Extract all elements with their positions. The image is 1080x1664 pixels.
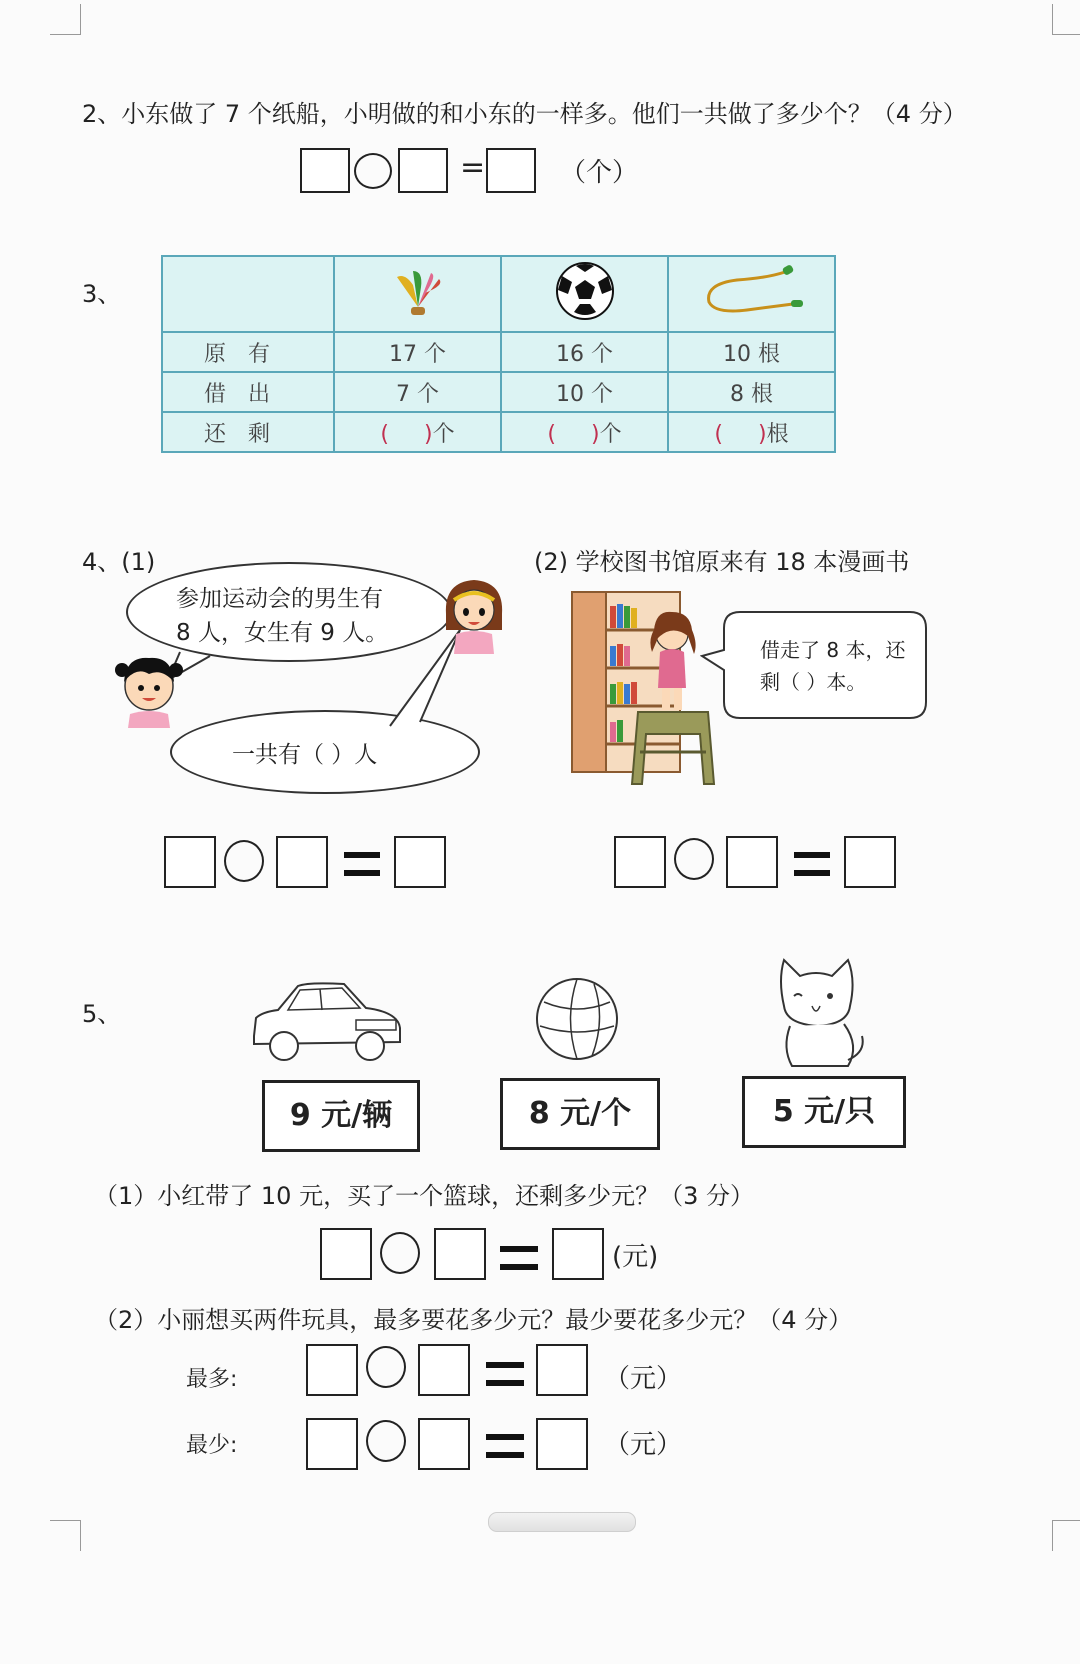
answer-box[interactable] [394, 836, 446, 888]
table-cell: 8 根 [668, 372, 835, 412]
yuan-unit: (元) [612, 1242, 659, 1272]
table-cell: 16 个 [501, 332, 668, 372]
q2-unit: （个） [560, 158, 639, 188]
q2-text: 2、小东做了 7 个纸船，小明做的和小东的一样多。他们一共做了多少个？（4 分） [82, 100, 967, 128]
equals-sign [794, 852, 830, 876]
corner-mark-br [1052, 1520, 1080, 1551]
answer-box[interactable] [306, 1344, 358, 1396]
bubble1-line1: 参加运动会的男生有 [176, 586, 383, 612]
answer-box[interactable] [536, 1418, 588, 1470]
answer-box[interactable] [418, 1418, 470, 1470]
price-car: 9 元/辆 [262, 1080, 420, 1152]
table-cell: 10 根 [668, 332, 835, 372]
q5-sub2: （2）小丽想买两件玩具，最多要花多少元？最少要花多少元？（4 分） [94, 1306, 853, 1334]
q3-number: 3、 [82, 280, 122, 308]
q4-part1-label: 4、(1) [82, 548, 156, 576]
q5-sub1: （1）小红带了 10 元，买了一个篮球，还剩多少元？（3 分） [94, 1182, 754, 1210]
cell-unit: 个 [599, 421, 622, 447]
equals-sign [500, 1246, 538, 1270]
operator-circle[interactable] [380, 1232, 420, 1274]
answer-cell[interactable] [501, 412, 668, 452]
bubble3-line1: 借走了 8 本，还 [760, 638, 906, 662]
girl-character-icon [440, 574, 508, 654]
jump-rope-icon [697, 260, 807, 322]
boy-character-icon [112, 650, 186, 728]
answer-box[interactable] [614, 836, 666, 888]
answer-box[interactable] [306, 1418, 358, 1470]
equals-sign [486, 1434, 524, 1458]
equals-sign [486, 1362, 524, 1386]
corner-mark-tr [1052, 4, 1080, 35]
blank-parens: ( ) [380, 421, 433, 447]
soccer-ball-cell [501, 256, 668, 332]
ball-icon [534, 976, 620, 1062]
least-label: 最少: [186, 1433, 238, 1458]
operator-circle[interactable] [366, 1420, 406, 1462]
table-cell: 7 个 [334, 372, 501, 412]
answer-box[interactable] [536, 1344, 588, 1396]
yuan-unit: （元） [604, 1430, 683, 1460]
most-label: 最多: [186, 1367, 238, 1392]
answer-box[interactable] [418, 1344, 470, 1396]
table-cell: 10 个 [501, 372, 668, 412]
blank-parens: ( ) [714, 421, 767, 447]
row-label: 还剩 [162, 412, 334, 452]
bubble-tails [0, 0, 520, 800]
row-label: 原有 [162, 332, 334, 372]
bubble1-line2: 8 人，女生有 9 人。 [176, 620, 389, 646]
q5-number: 5、 [82, 1000, 122, 1028]
page-scroll-indicator[interactable] [488, 1512, 636, 1532]
row-label: 借出 [162, 372, 334, 412]
cell-unit: 个 [432, 421, 455, 447]
cat-icon [768, 956, 866, 1070]
price-cat: 5 元/只 [742, 1076, 906, 1148]
answer-box[interactable] [320, 1228, 372, 1280]
answer-box[interactable] [726, 836, 778, 888]
q4-part2-label: (2) 学校图书馆原来有 18 本漫画书 [534, 548, 910, 576]
answer-box[interactable] [844, 836, 896, 888]
answer-box[interactable] [276, 836, 328, 888]
bubble2-text: 一共有（ ）人 [232, 742, 378, 768]
operator-circle[interactable] [224, 840, 264, 882]
table-cell: 17 个 [334, 332, 501, 372]
equals-sign: = [460, 150, 486, 185]
jump-rope-cell [668, 256, 835, 332]
answer-box[interactable] [164, 836, 216, 888]
answer-box[interactable] [434, 1228, 486, 1280]
yuan-unit: （元） [604, 1364, 683, 1394]
equals-sign [344, 852, 380, 876]
corner-mark-bl [50, 1520, 81, 1551]
operator-circle[interactable] [674, 838, 714, 880]
operator-circle[interactable] [366, 1346, 406, 1388]
toy-car-icon [248, 980, 406, 1066]
answer-box[interactable] [552, 1228, 604, 1280]
blank-parens: ( ) [547, 421, 600, 447]
answer-cell[interactable] [668, 412, 835, 452]
soccer-ball-icon [552, 260, 618, 322]
bubble3-line2: 剩（ ）本。 [760, 670, 867, 694]
cell-unit: 根 [766, 421, 789, 447]
price-ball: 8 元/个 [500, 1078, 660, 1150]
